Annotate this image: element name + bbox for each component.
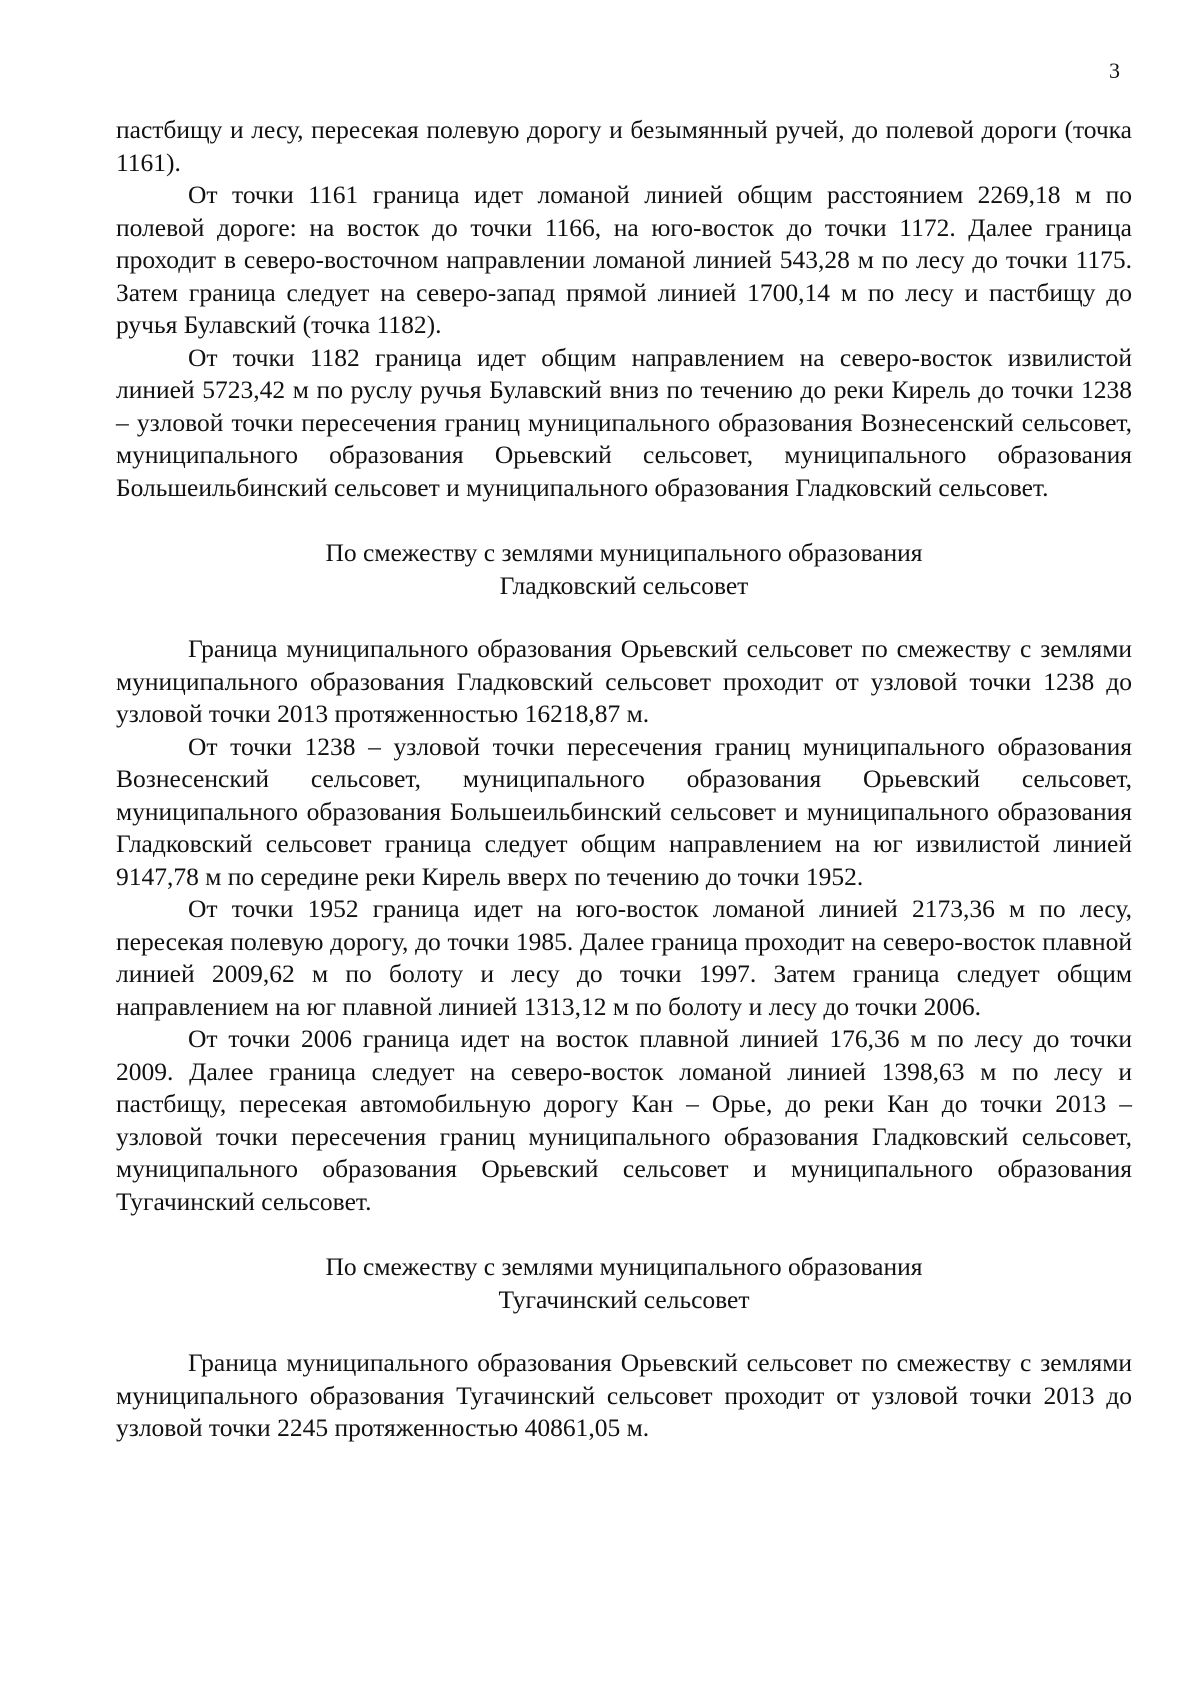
section-heading — [116, 537, 1132, 602]
section-heading-line: По смежеству с землями муниципального образования — [325, 1252, 923, 1281]
paragraph: Граница муниципального образования Орьевский сельсовет по смежеству с землями муниципального образования Тугачинский сельсовет проходит от узловой точки 2013 до узловой точки 2245 протяженностью 40861,05 м. — [116, 1348, 1132, 1442]
paragraph: пастбищу и лесу, пересекая полевую дорогу и безымянный ручей, до полевой дороги (точка 1161). — [116, 115, 1132, 177]
section-heading-line: Гладковский сельсовет — [499, 570, 749, 600]
section-heading-line: По смежеству с землями муниципального образования — [325, 538, 923, 567]
page-number: 3 — [1109, 58, 1120, 83]
paragraph: От точки 1161 граница идет ломаной линией общим расстоянием 2269,18 м по полевой дороге: на восток до точки 1166, на юго-восток до точки 1172. Далее граница проходит в северо-восточном направлении ломаной линией 543,28 м по лесу до точки 1175. Затем граница следует на северо-запад прямой линией 1700,14 м по лесу и пастбищу до ручья Булавский (точка 1182). — [116, 180, 1132, 339]
document-body — [116, 114, 1132, 1445]
paragraph: От точки 1182 граница идет общим направлением на северо-восток извилистой линией 5723,42 м по руслу ручья Булавский вниз по течению до реки Кирель до точки 1238 – узловой точки пересечения границ муниципального образования Вознесенский сельсовет, муниципального образования Орьевский сельсовет, муниципального образования Большеильбинский сельсовет и муниципального образования Гладковский сельсовет. — [116, 342, 1132, 502]
paragraph: От точки 1952 граница идет на юго-восток ломаной линией 2173,36 м по лесу, пересекая полевую дорогу, до точки 1985. Далее граница проходит на северо-восток плавной линией 2009,62 м по болоту и лесу до точки 1997. Затем граница следует общим направлением на юг плавной линией 1313,12 м по болоту и лесу до точки 2006. — [116, 894, 1132, 1021]
paragraph: От точки 2006 граница идет на восток плавной линией 176,36 м по лесу до точки 2009. Далее граница следует на северо-восток ломаной линией 1398,63 м по лесу и пастбищу, пересекая автомобильную дорогу Кан – Орье, до реки Кан до точки 2013 – узловой точки пересечения границ муниципального образования Гладковский сельсовет, муниципального образования Орьевский сельсовет и муниципального образования Тугачинский сельсовет. — [116, 1024, 1132, 1216]
section-heading-line: Тугачинский сельсовет — [498, 1284, 750, 1314]
section-heading — [116, 1251, 1132, 1316]
paragraph: От точки 1238 – узловой точки пересечения границ муниципального образования Вознесенский сельсовет, муниципального образования Орьевский сельсовет, муниципального образования Большеильбинский сельсовет и муниципального образования Гладковский сельсовет граница следует общим направлением на юг извилистой линией 9147,78 м по середине реки Кирель вверх по течению до точки 1952. — [116, 731, 1132, 891]
paragraph: Граница муниципального образования Орьевский сельсовет по смежеству с землями муниципального образования Гладковский сельсовет проходит от узловой точки 1238 до узловой точки 2013 протяженностью 16218,87 м. — [116, 634, 1132, 728]
